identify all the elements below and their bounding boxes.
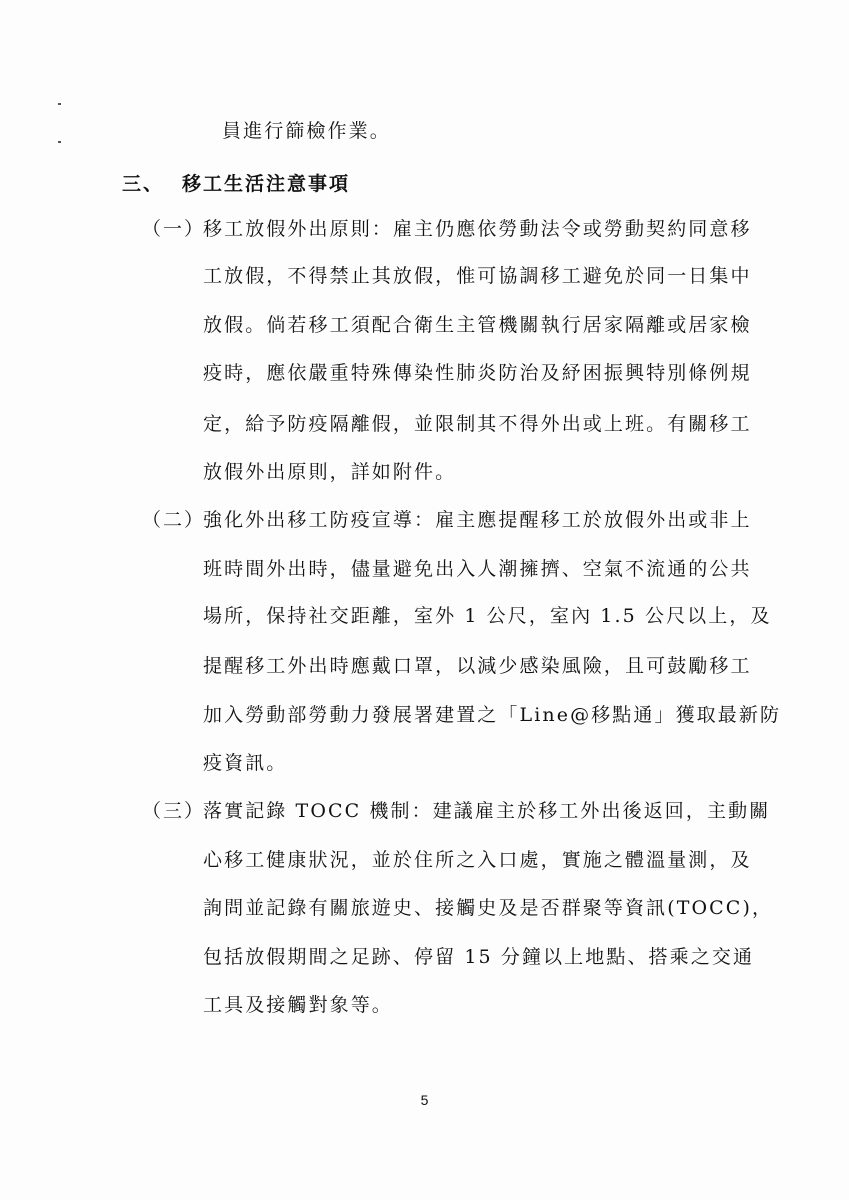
item-line: 班時間外出時，儘量避免出入人潮擁擠、空氣不流通的公共 xyxy=(203,558,752,580)
item-line: 場所，保持社交距離，室外 1 公尺，室內 1.5 公尺以上，及 xyxy=(203,605,772,627)
item-marker: （二） xyxy=(142,509,206,531)
item-line: 提醒移工外出時應戴口罩，以減少感染風險，且可鼓勵移工 xyxy=(203,655,752,677)
item-line: 定，給予防疫隔離假，並限制其不得外出或上班。有關移工 xyxy=(203,413,752,435)
item-line: 放假外出原則，詳如附件。 xyxy=(203,461,457,483)
item-line: 工放假，不得禁止其放假，惟可協調移工避免於同一日集中 xyxy=(203,265,752,287)
section-heading xyxy=(122,172,350,196)
item-line: 心移工健康狀況，並於住所之入口處，實施之體溫量測，及 xyxy=(203,849,752,871)
section-number: 三、 xyxy=(122,173,165,195)
scan-speck xyxy=(58,103,61,105)
item-line: 詢問並記錄有關旅遊史、接觸史及是否群聚等資訊(TOCC)， xyxy=(203,897,774,919)
item-line: 強化外出移工防疫宣導：雇主應提醒移工於放假外出或非上 xyxy=(203,509,752,531)
item-line: 疫資訊。 xyxy=(203,752,288,774)
item-line: 包括放假期間之足跡、停留 15 分鐘以上地點、搭乘之交通 xyxy=(203,946,755,968)
item-line: 移工放假外出原則：雇主仍應依勞動法令或勞動契約同意移 xyxy=(203,218,752,240)
item-line: 落實記錄 TOCC 機制：建議雇主於移工外出後返回，主動關 xyxy=(203,800,771,822)
item-line: 工具及接觸對象等。 xyxy=(203,994,393,1016)
scan-speck xyxy=(58,141,61,143)
item-line: 加入勞動部勞動力發展署建置之「Line@移點通」獲取最新防 xyxy=(203,704,782,726)
item-line: 放假。倘若移工須配合衛生主管機關執行居家隔離或居家檢 xyxy=(203,314,752,336)
continuation-line: 員進行篩檢作業。 xyxy=(222,120,391,142)
item-marker: （三） xyxy=(142,800,206,822)
section-title: 移工生活注意事項 xyxy=(182,173,351,195)
item-line: 疫時，應依嚴重特殊傳染性肺炎防治及紓困振興特別條例規 xyxy=(203,362,752,384)
item-marker: （一） xyxy=(142,218,206,240)
page-number: 5 xyxy=(420,1092,429,1108)
